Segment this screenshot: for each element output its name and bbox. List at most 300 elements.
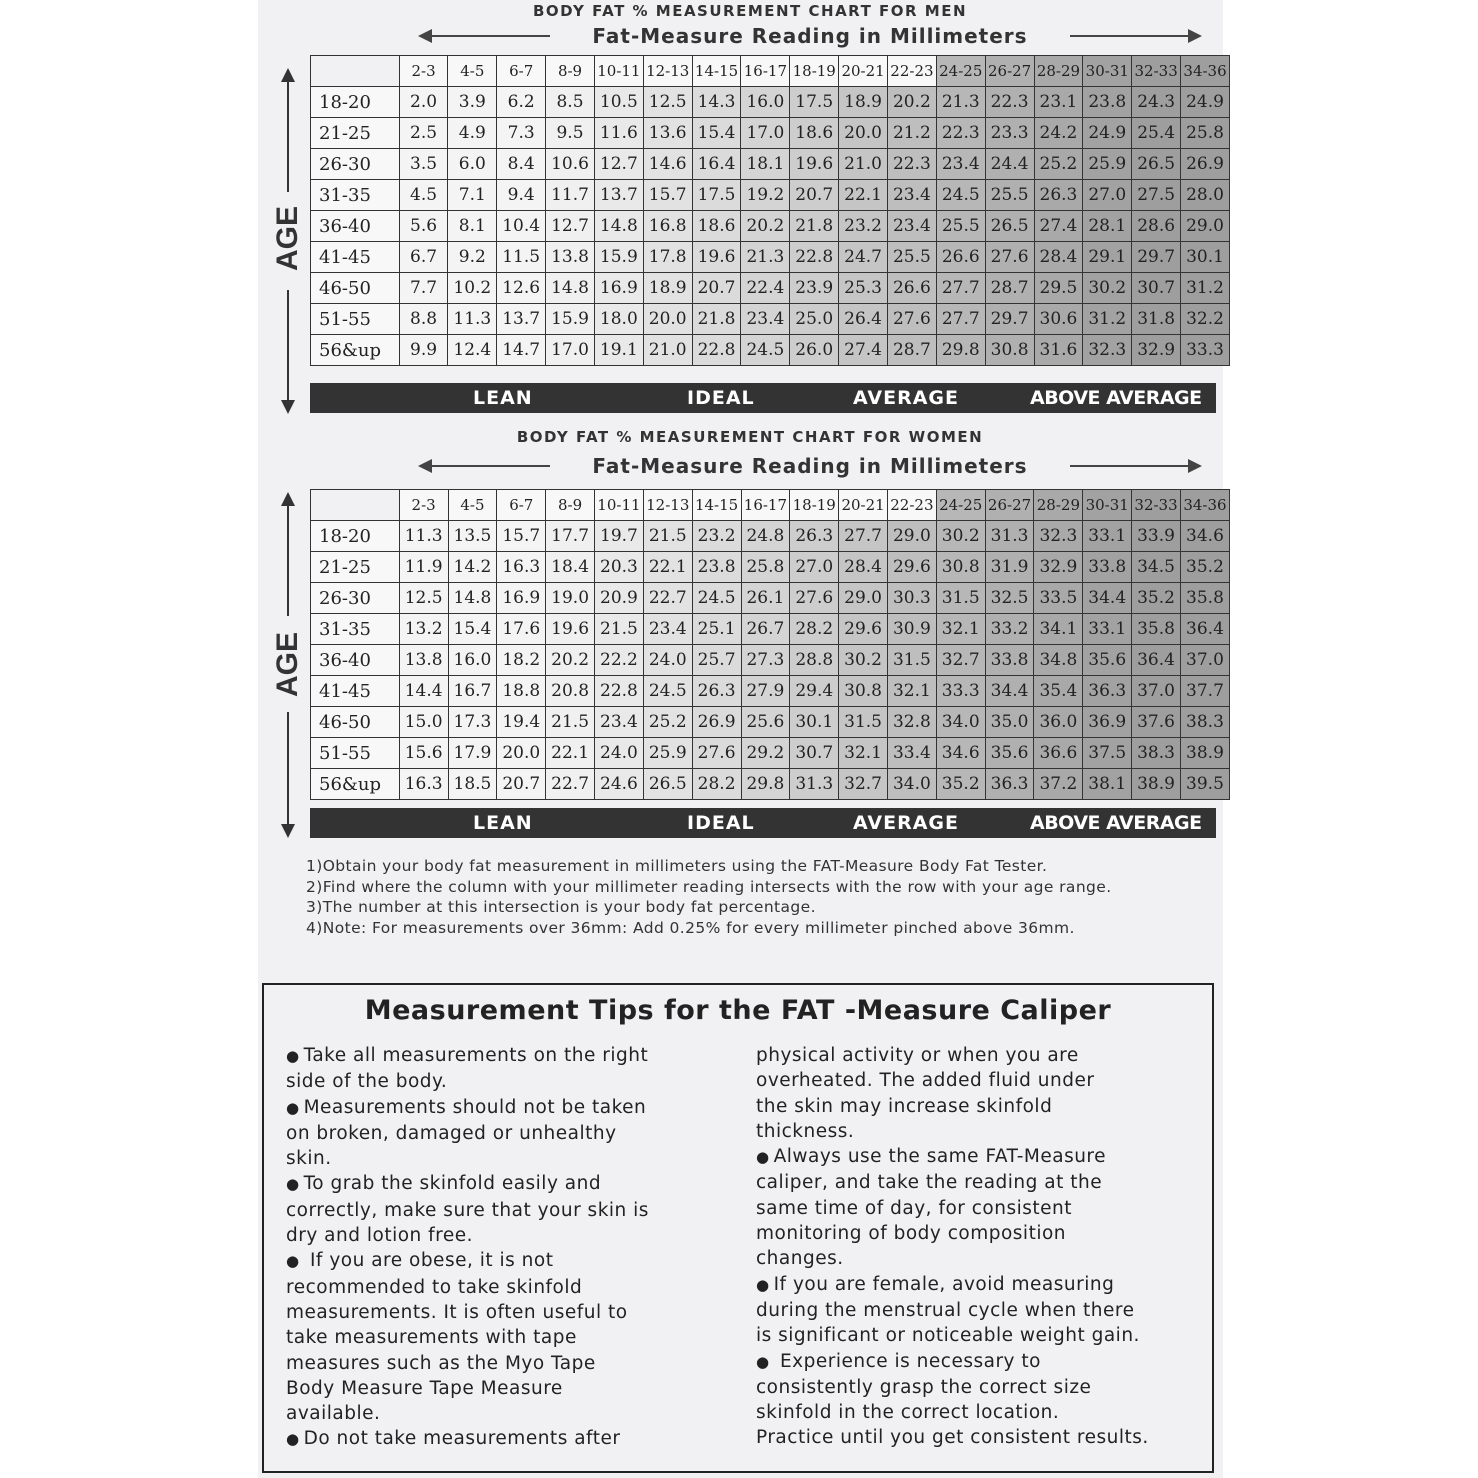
body-fat-value-cell: 35.8 bbox=[1132, 614, 1181, 645]
body-fat-value-cell: 27.0 bbox=[1083, 180, 1132, 211]
body-fat-value-cell: 13.7 bbox=[497, 304, 546, 335]
body-fat-value-cell: 25.6 bbox=[741, 707, 790, 738]
body-fat-value-cell: 16.8 bbox=[643, 211, 692, 242]
body-fat-value-cell: 35.2 bbox=[936, 769, 985, 800]
body-fat-value-cell: 13.8 bbox=[546, 242, 595, 273]
column-header: 4-5 bbox=[448, 56, 497, 87]
body-fat-value-cell: 23.9 bbox=[790, 273, 839, 304]
body-fat-value-cell: 14.4 bbox=[399, 676, 448, 707]
body-fat-value-cell: 28.1 bbox=[1083, 211, 1132, 242]
body-fat-value-cell: 22.8 bbox=[790, 242, 839, 273]
body-fat-value-cell: 18.6 bbox=[790, 118, 839, 149]
tip-line bbox=[756, 1246, 1206, 1271]
body-fat-value-cell: 31.6 bbox=[1034, 335, 1083, 366]
women-axis-subtitle-row bbox=[420, 454, 1200, 484]
tip-text: consistently grasp the correct size bbox=[756, 1376, 1092, 1398]
body-fat-value-cell: 17.8 bbox=[643, 242, 692, 273]
body-fat-value-cell: 26.5 bbox=[985, 211, 1034, 242]
body-fat-value-cell: 14.8 bbox=[594, 211, 643, 242]
tip-line bbox=[286, 1095, 726, 1121]
age-range-cell: 46-50 bbox=[311, 273, 400, 304]
body-fat-value-cell: 20.0 bbox=[643, 304, 692, 335]
body-fat-value-cell: 26.3 bbox=[790, 521, 839, 552]
column-header: 6-7 bbox=[497, 56, 546, 87]
body-fat-value-cell: 30.8 bbox=[936, 552, 985, 583]
body-fat-value-cell: 15.7 bbox=[643, 180, 692, 211]
age-range-cell: 21-25 bbox=[311, 118, 400, 149]
body-fat-value-cell: 27.6 bbox=[985, 242, 1034, 273]
category-above-average: ABOVE AVERAGE bbox=[1030, 387, 1202, 409]
tip-text: To grab the skinfold easily and bbox=[303, 1173, 602, 1195]
right-arrow-icon bbox=[1070, 35, 1200, 37]
body-fat-value-cell: 23.3 bbox=[985, 118, 1034, 149]
tip-line bbox=[756, 1323, 1206, 1348]
body-fat-value-cell: 15.7 bbox=[497, 521, 546, 552]
men-header-row bbox=[311, 56, 1230, 87]
table-row bbox=[311, 583, 1230, 614]
instructions bbox=[306, 856, 1226, 938]
body-fat-value-cell: 30.8 bbox=[985, 335, 1034, 366]
body-fat-value-cell: 12.6 bbox=[497, 273, 546, 304]
bullet-icon: ● bbox=[756, 1352, 770, 1371]
category-ideal: IDEAL bbox=[687, 812, 755, 834]
body-fat-value-cell: 25.3 bbox=[839, 273, 888, 304]
body-fat-value-cell: 28.0 bbox=[1181, 180, 1230, 211]
body-fat-value-cell: 25.8 bbox=[1181, 118, 1230, 149]
body-fat-value-cell: 26.0 bbox=[790, 335, 839, 366]
women-category-band bbox=[310, 808, 1216, 838]
tip-text: side of the body. bbox=[286, 1071, 448, 1093]
body-fat-value-cell: 24.5 bbox=[936, 180, 985, 211]
body-fat-value-cell: 26.3 bbox=[1034, 180, 1083, 211]
body-fat-value-cell: 38.9 bbox=[1180, 738, 1229, 769]
body-fat-value-cell: 25.8 bbox=[741, 552, 790, 583]
body-fat-value-cell: 35.8 bbox=[1180, 583, 1229, 614]
tip-text: Body Measure Tape Measure bbox=[286, 1377, 563, 1399]
column-header: 2-3 bbox=[399, 56, 448, 87]
body-fat-value-cell: 28.6 bbox=[1132, 211, 1181, 242]
tip-line bbox=[286, 1376, 726, 1401]
body-fat-value-cell: 24.9 bbox=[1181, 87, 1230, 118]
table-row bbox=[311, 769, 1230, 800]
instruction-3: 3)The number at this intersection is your body fat percentage. bbox=[306, 898, 816, 916]
tip-text: physical activity or when you are bbox=[756, 1045, 1079, 1066]
body-fat-value-cell: 17.6 bbox=[497, 614, 546, 645]
body-fat-value-cell: 34.6 bbox=[936, 738, 985, 769]
body-fat-value-cell: 34.5 bbox=[1132, 552, 1181, 583]
table-row bbox=[311, 335, 1230, 366]
body-fat-value-cell: 22.8 bbox=[595, 676, 644, 707]
body-fat-value-cell: 34.6 bbox=[1180, 521, 1229, 552]
tip-text: Do not take measurements after bbox=[303, 1428, 621, 1450]
body-fat-value-cell: 22.1 bbox=[839, 180, 888, 211]
body-fat-value-cell: 14.2 bbox=[448, 552, 497, 583]
body-fat-value-cell: 22.3 bbox=[888, 149, 937, 180]
body-fat-value-cell: 25.9 bbox=[1083, 149, 1132, 180]
body-fat-value-cell: 31.2 bbox=[1083, 304, 1132, 335]
body-fat-value-cell: 13.6 bbox=[643, 118, 692, 149]
body-fat-value-cell: 21.8 bbox=[692, 304, 741, 335]
tip-line bbox=[756, 1349, 1206, 1375]
age-range-cell: 56&up bbox=[311, 769, 400, 800]
body-fat-value-cell: 11.6 bbox=[594, 118, 643, 149]
up-arrow-icon bbox=[287, 72, 289, 192]
age-range-cell: 31-35 bbox=[311, 614, 400, 645]
body-fat-value-cell: 14.6 bbox=[643, 149, 692, 180]
body-fat-value-cell: 31.3 bbox=[985, 521, 1034, 552]
body-fat-value-cell: 10.2 bbox=[448, 273, 497, 304]
body-fat-value-cell: 24.0 bbox=[643, 645, 692, 676]
body-fat-value-cell: 24.2 bbox=[1034, 118, 1083, 149]
body-fat-value-cell: 28.2 bbox=[692, 769, 741, 800]
body-fat-value-cell: 22.3 bbox=[985, 87, 1034, 118]
body-fat-value-cell: 37.5 bbox=[1083, 738, 1132, 769]
body-fat-value-cell: 9.9 bbox=[399, 335, 448, 366]
body-fat-value-cell: 33.8 bbox=[985, 645, 1034, 676]
body-fat-value-cell: 26.9 bbox=[692, 707, 741, 738]
body-fat-value-cell: 29.1 bbox=[1083, 242, 1132, 273]
up-arrow-icon bbox=[287, 496, 289, 616]
tip-line bbox=[286, 1351, 726, 1376]
body-fat-value-cell: 27.4 bbox=[839, 335, 888, 366]
body-fat-value-cell: 7.1 bbox=[448, 180, 497, 211]
column-header: 8-9 bbox=[546, 56, 595, 87]
body-fat-value-cell: 32.1 bbox=[936, 614, 985, 645]
body-fat-value-cell: 30.7 bbox=[1132, 273, 1181, 304]
tip-line bbox=[286, 1171, 726, 1197]
instruction-2: 2)Find where the column with your millimeter reading intersects with the row with your age range. bbox=[306, 877, 1112, 896]
body-fat-value-cell: 8.4 bbox=[497, 149, 546, 180]
body-fat-value-cell: 15.6 bbox=[399, 738, 448, 769]
body-fat-value-cell: 24.8 bbox=[741, 521, 790, 552]
body-fat-value-cell: 16.0 bbox=[448, 645, 497, 676]
body-fat-value-cell: 15.4 bbox=[692, 118, 741, 149]
body-fat-value-cell: 28.4 bbox=[1034, 242, 1083, 273]
body-fat-value-cell: 14.8 bbox=[546, 273, 595, 304]
body-fat-value-cell: 29.7 bbox=[985, 304, 1034, 335]
women-chart-title: BODY FAT % MEASUREMENT CHART FOR WOMEN bbox=[516, 428, 984, 446]
body-fat-value-cell: 12.5 bbox=[643, 87, 692, 118]
body-fat-value-cell: 19.0 bbox=[546, 583, 595, 614]
body-fat-value-cell: 11.3 bbox=[448, 304, 497, 335]
category-average: AVERAGE bbox=[853, 387, 960, 409]
body-fat-value-cell: 34.8 bbox=[1034, 645, 1083, 676]
tip-line bbox=[756, 1298, 1206, 1323]
body-fat-value-cell: 27.6 bbox=[888, 304, 937, 335]
body-fat-value-cell: 21.5 bbox=[643, 521, 692, 552]
age-range-cell: 36-40 bbox=[311, 645, 400, 676]
column-header: 20-21 bbox=[839, 56, 888, 87]
body-fat-value-cell: 36.3 bbox=[1083, 676, 1132, 707]
body-fat-value-cell: 34.4 bbox=[1083, 583, 1132, 614]
body-fat-value-cell: 37.7 bbox=[1180, 676, 1229, 707]
body-fat-value-cell: 19.6 bbox=[692, 242, 741, 273]
age-range-cell: 56&up bbox=[311, 335, 400, 366]
header-corner-cell bbox=[311, 490, 400, 521]
body-fat-value-cell: 30.2 bbox=[1083, 273, 1132, 304]
tip-text: is significant or noticeable weight gain. bbox=[756, 1325, 1140, 1347]
tip-text: available. bbox=[286, 1403, 381, 1425]
body-fat-value-cell: 32.8 bbox=[887, 707, 936, 738]
body-fat-value-cell: 27.7 bbox=[936, 273, 985, 304]
instruction-1: 1)Obtain your body fat measurement in millimeters using the FAT-Measure Body Fat Tester. bbox=[306, 857, 1048, 875]
column-header: 24-25 bbox=[936, 490, 985, 521]
category-average: AVERAGE bbox=[853, 812, 960, 834]
column-header: 12-13 bbox=[643, 56, 692, 87]
tip-text: overheated. The added fluid under bbox=[756, 1070, 1095, 1092]
body-fat-value-cell: 11.7 bbox=[546, 180, 595, 211]
women-header-row bbox=[311, 490, 1230, 521]
body-fat-value-cell: 21.8 bbox=[790, 211, 839, 242]
body-fat-value-cell: 11.5 bbox=[497, 242, 546, 273]
body-fat-value-cell: 19.7 bbox=[595, 521, 644, 552]
bullet-icon: ● bbox=[286, 1047, 300, 1065]
tip-line bbox=[286, 1300, 726, 1325]
body-fat-value-cell: 35.6 bbox=[1083, 645, 1132, 676]
age-range-cell: 18-20 bbox=[311, 521, 400, 552]
body-fat-value-cell: 35.0 bbox=[985, 707, 1034, 738]
body-fat-value-cell: 37.0 bbox=[1132, 676, 1181, 707]
body-fat-value-cell: 16.3 bbox=[399, 769, 448, 800]
body-fat-value-cell: 16.0 bbox=[741, 87, 790, 118]
body-fat-value-cell: 33.5 bbox=[1034, 583, 1083, 614]
body-fat-value-cell: 16.9 bbox=[594, 273, 643, 304]
body-fat-value-cell: 23.2 bbox=[692, 521, 741, 552]
instruction-4: 4)Note: For measurements over 36mm: Add 0.25% for every millimeter pinched above 36mm. bbox=[306, 918, 1075, 937]
bullet-icon: ● bbox=[286, 1430, 300, 1449]
tip-line bbox=[286, 1426, 726, 1452]
body-fat-value-cell: 24.4 bbox=[985, 149, 1034, 180]
body-fat-value-cell: 31.5 bbox=[887, 645, 936, 676]
category-lean: LEAN bbox=[473, 387, 533, 409]
body-fat-value-cell: 36.9 bbox=[1083, 707, 1132, 738]
column-header: 2-3 bbox=[399, 490, 448, 521]
tip-line bbox=[756, 1375, 1206, 1400]
body-fat-value-cell: 14.3 bbox=[692, 87, 741, 118]
body-fat-value-cell: 26.6 bbox=[936, 242, 985, 273]
body-fat-value-cell: 12.5 bbox=[399, 583, 448, 614]
body-fat-value-cell: 16.9 bbox=[497, 583, 546, 614]
body-fat-value-cell: 10.4 bbox=[497, 211, 546, 242]
body-fat-value-cell: 20.0 bbox=[497, 738, 546, 769]
body-fat-value-cell: 33.1 bbox=[1083, 614, 1132, 645]
body-fat-value-cell: 25.2 bbox=[643, 707, 692, 738]
body-fat-value-cell: 20.8 bbox=[546, 676, 595, 707]
body-fat-value-cell: 33.9 bbox=[1132, 521, 1181, 552]
body-fat-value-cell: 23.4 bbox=[936, 149, 985, 180]
table-row bbox=[311, 87, 1230, 118]
body-fat-value-cell: 32.7 bbox=[839, 769, 888, 800]
body-fat-value-cell: 36.6 bbox=[1034, 738, 1083, 769]
tip-text: measurements. It is often useful to bbox=[286, 1301, 628, 1323]
body-fat-value-cell: 28.2 bbox=[790, 614, 839, 645]
column-header: 10-11 bbox=[594, 56, 643, 87]
body-fat-value-cell: 26.6 bbox=[888, 273, 937, 304]
table-row bbox=[311, 242, 1230, 273]
body-fat-value-cell: 15.0 bbox=[399, 707, 448, 738]
column-header: 32-33 bbox=[1132, 490, 1181, 521]
tip-line bbox=[286, 1223, 726, 1248]
column-header: 14-15 bbox=[692, 56, 741, 87]
body-fat-value-cell: 9.5 bbox=[546, 118, 595, 149]
tip-line bbox=[756, 1272, 1206, 1298]
body-fat-value-cell: 20.3 bbox=[595, 552, 644, 583]
body-fat-value-cell: 27.5 bbox=[1132, 180, 1181, 211]
body-fat-value-cell: 7.7 bbox=[399, 273, 448, 304]
body-fat-value-cell: 23.8 bbox=[1083, 87, 1132, 118]
body-fat-value-cell: 8.1 bbox=[448, 211, 497, 242]
body-fat-value-cell: 39.5 bbox=[1180, 769, 1229, 800]
column-header: 30-31 bbox=[1083, 490, 1132, 521]
body-fat-value-cell: 3.9 bbox=[448, 87, 497, 118]
body-fat-value-cell: 32.3 bbox=[1034, 521, 1083, 552]
body-fat-value-cell: 26.3 bbox=[692, 676, 741, 707]
body-fat-value-cell: 21.0 bbox=[643, 335, 692, 366]
body-fat-value-cell: 25.7 bbox=[692, 645, 741, 676]
body-fat-value-cell: 27.0 bbox=[790, 552, 839, 583]
body-fat-value-cell: 9.4 bbox=[497, 180, 546, 211]
men-chart bbox=[270, 0, 1230, 420]
body-fat-value-cell: 30.9 bbox=[887, 614, 936, 645]
body-fat-value-cell: 22.1 bbox=[546, 738, 595, 769]
body-fat-value-cell: 30.2 bbox=[936, 521, 985, 552]
tip-text: caliper, and take the reading at the bbox=[756, 1172, 1103, 1194]
table-row bbox=[311, 676, 1230, 707]
tip-text: skin. bbox=[286, 1148, 332, 1170]
body-fat-value-cell: 29.5 bbox=[1034, 273, 1083, 304]
body-fat-value-cell: 3.5 bbox=[399, 149, 448, 180]
body-fat-value-cell: 14.8 bbox=[448, 583, 497, 614]
body-fat-value-cell: 30.8 bbox=[839, 676, 888, 707]
body-fat-value-cell: 13.2 bbox=[399, 614, 448, 645]
body-fat-value-cell: 2.0 bbox=[399, 87, 448, 118]
body-fat-value-cell: 2.5 bbox=[399, 118, 448, 149]
table-row bbox=[311, 149, 1230, 180]
table-row bbox=[311, 552, 1230, 583]
body-fat-value-cell: 18.1 bbox=[741, 149, 790, 180]
men-table bbox=[310, 55, 1230, 366]
tip-line bbox=[286, 1069, 726, 1094]
body-fat-value-cell: 20.2 bbox=[546, 645, 595, 676]
body-fat-value-cell: 29.4 bbox=[790, 676, 839, 707]
body-fat-value-cell: 20.2 bbox=[888, 87, 937, 118]
body-fat-value-cell: 28.7 bbox=[985, 273, 1034, 304]
column-header: 14-15 bbox=[692, 490, 741, 521]
table-row bbox=[311, 211, 1230, 242]
tip-text: changes. bbox=[756, 1248, 844, 1270]
column-header: 8-9 bbox=[546, 490, 595, 521]
body-fat-value-cell: 28.8 bbox=[790, 645, 839, 676]
tip-line bbox=[286, 1248, 726, 1274]
body-fat-value-cell: 27.4 bbox=[1034, 211, 1083, 242]
tips-title: Measurement Tips for the FAT -Measure Caliper bbox=[364, 995, 1112, 1026]
body-fat-value-cell: 24.3 bbox=[1132, 87, 1181, 118]
body-fat-value-cell: 31.5 bbox=[839, 707, 888, 738]
body-fat-value-cell: 11.3 bbox=[399, 521, 448, 552]
body-fat-value-cell: 32.1 bbox=[839, 738, 888, 769]
body-fat-value-cell: 20.2 bbox=[741, 211, 790, 242]
men-chart-title: BODY FAT % MEASUREMENT CHART FOR MEN bbox=[532, 2, 968, 20]
body-fat-value-cell: 38.3 bbox=[1132, 738, 1181, 769]
body-fat-value-cell: 30.1 bbox=[790, 707, 839, 738]
body-fat-value-cell: 13.8 bbox=[399, 645, 448, 676]
body-fat-value-cell: 17.9 bbox=[448, 738, 497, 769]
bullet-icon: ● bbox=[286, 1175, 300, 1194]
body-fat-value-cell: 28.4 bbox=[839, 552, 888, 583]
age-range-cell: 18-20 bbox=[311, 87, 400, 118]
tip-line bbox=[756, 1043, 1206, 1068]
body-fat-value-cell: 32.7 bbox=[936, 645, 985, 676]
body-fat-value-cell: 4.9 bbox=[448, 118, 497, 149]
column-header: 18-19 bbox=[790, 56, 839, 87]
body-fat-value-cell: 33.3 bbox=[936, 676, 985, 707]
body-fat-value-cell: 25.5 bbox=[888, 242, 937, 273]
body-fat-value-cell: 29.2 bbox=[741, 738, 790, 769]
column-header: 28-29 bbox=[1034, 56, 1083, 87]
header-corner-cell bbox=[311, 56, 400, 87]
column-header: 26-27 bbox=[985, 490, 1034, 521]
body-fat-value-cell: 25.2 bbox=[1034, 149, 1083, 180]
age-range-cell: 31-35 bbox=[311, 180, 400, 211]
women-age-axis bbox=[270, 496, 310, 836]
body-fat-value-cell: 29.7 bbox=[1132, 242, 1181, 273]
body-fat-value-cell: 22.4 bbox=[741, 273, 790, 304]
body-fat-value-cell: 25.9 bbox=[643, 738, 692, 769]
body-fat-value-cell: 10.5 bbox=[594, 87, 643, 118]
body-fat-value-cell: 22.8 bbox=[692, 335, 741, 366]
body-fat-value-cell: 12.7 bbox=[546, 211, 595, 242]
body-fat-value-cell: 21.3 bbox=[936, 87, 985, 118]
body-fat-value-cell: 20.7 bbox=[692, 273, 741, 304]
body-fat-value-cell: 19.1 bbox=[594, 335, 643, 366]
tip-text: If you are obese, it is not bbox=[303, 1250, 554, 1272]
body-fat-value-cell: 34.0 bbox=[887, 769, 936, 800]
body-fat-value-cell: 19.6 bbox=[546, 614, 595, 645]
body-fat-value-cell: 29.6 bbox=[887, 552, 936, 583]
down-arrow-icon bbox=[287, 290, 289, 410]
body-fat-value-cell: 19.2 bbox=[741, 180, 790, 211]
body-fat-value-cell: 4.5 bbox=[399, 180, 448, 211]
age-range-cell: 51-55 bbox=[311, 738, 400, 769]
tip-text: correctly, make sure that your skin is bbox=[286, 1199, 649, 1221]
age-range-cell: 46-50 bbox=[311, 707, 400, 738]
body-fat-value-cell: 17.3 bbox=[448, 707, 497, 738]
tip-text: monitoring of body composition bbox=[756, 1223, 1067, 1245]
body-fat-value-cell: 25.5 bbox=[936, 211, 985, 242]
tip-line bbox=[286, 1325, 726, 1350]
tip-line bbox=[756, 1068, 1206, 1093]
tip-text: take measurements with tape bbox=[286, 1327, 577, 1349]
body-fat-value-cell: 29.8 bbox=[936, 335, 985, 366]
column-header: 18-19 bbox=[790, 490, 839, 521]
column-header: 6-7 bbox=[497, 490, 546, 521]
tip-line bbox=[756, 1119, 1206, 1144]
body-fat-value-cell: 18.9 bbox=[839, 87, 888, 118]
age-range-cell: 41-45 bbox=[311, 242, 400, 273]
body-fat-value-cell: 27.9 bbox=[741, 676, 790, 707]
body-fat-value-cell: 22.3 bbox=[936, 118, 985, 149]
column-header: 20-21 bbox=[839, 490, 888, 521]
body-fat-value-cell: 32.9 bbox=[1132, 335, 1181, 366]
body-fat-value-cell: 26.7 bbox=[741, 614, 790, 645]
body-fat-value-cell: 30.6 bbox=[1034, 304, 1083, 335]
body-fat-value-cell: 31.8 bbox=[1132, 304, 1181, 335]
body-fat-value-cell: 16.4 bbox=[692, 149, 741, 180]
body-fat-value-cell: 31.3 bbox=[790, 769, 839, 800]
body-fat-value-cell: 26.1 bbox=[741, 583, 790, 614]
men-age-label: AGE bbox=[271, 205, 304, 271]
body-fat-value-cell: 21.5 bbox=[546, 707, 595, 738]
